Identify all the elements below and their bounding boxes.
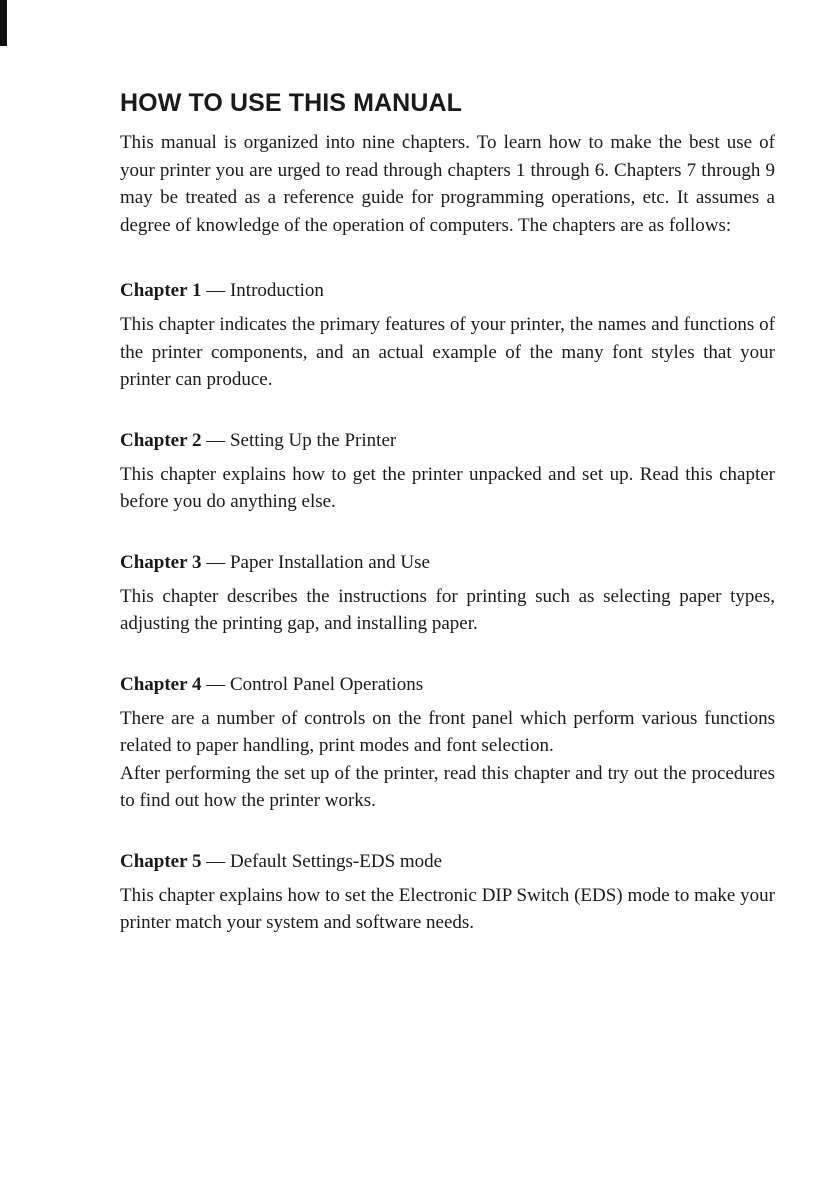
chapter-heading: [120, 427, 775, 454]
scan-edge-mark: [0, 0, 7, 46]
chapter-title: Paper Installation and Use: [229, 551, 430, 573]
chapter-heading: [120, 671, 775, 698]
chapter-description: [120, 461, 775, 516]
chapter-heading: [120, 277, 775, 304]
chapter-paragraph: This chapter explains how to set the Electronic DIP Switch (EDS) mode to make your printer match your system and software needs.: [120, 884, 775, 933]
chapter-title: Setting Up the Printer: [229, 429, 397, 451]
chapter-number: Chapter 5: [120, 850, 202, 872]
page-title: HOW TO USE THIS MANUAL: [120, 89, 463, 117]
chapter-section: [120, 427, 775, 516]
chapter-dash: —: [206, 429, 226, 451]
chapter-description: [120, 583, 775, 638]
chapter-number: Chapter 4: [120, 673, 202, 695]
chapter-number: Chapter 2: [120, 429, 202, 451]
chapter-paragraph: There are a number of controls on the front panel which perform various functions related to paper handling, print modes and font selection.: [120, 707, 775, 756]
manual-page: [120, 86, 775, 970]
chapter-heading: [120, 848, 775, 875]
chapter-section: [120, 277, 775, 394]
intro-paragraph: This manual is organized into nine chapters. To learn how to make the best use of your printer you are urged to read through chapters 1 through 6. Chapters 7 through 9 may be treated as a reference guide for programming operations, etc. It assumes a degree of knowledge of the operation of computers. The chapters are as follows:: [120, 132, 775, 236]
chapter-dash: —: [206, 551, 226, 573]
chapter-title: Introduction: [229, 280, 324, 301]
chapter-dash: —: [206, 850, 226, 872]
chapter-title: Default Settings-EDS mode: [229, 850, 443, 872]
chapter-heading: [120, 549, 775, 576]
chapter-section: [120, 671, 775, 815]
chapter-paragraph: This chapter describes the instructions for printing such as selecting paper types, adjusting the printing gap, and installing paper.: [120, 585, 775, 634]
chapter-title: Control Panel Operations: [229, 673, 424, 695]
chapter-dash: —: [206, 280, 226, 301]
chapter-number: Chapter 1: [120, 280, 202, 301]
chapter-description: [120, 705, 775, 815]
chapter-description: [120, 311, 775, 394]
chapter-paragraph: This chapter indicates the primary features of your printer, the names and functions of the printer components, and an actual example of the many font styles that your printer can produce.: [120, 314, 775, 390]
chapter-section: [120, 549, 775, 638]
chapter-dash: —: [206, 673, 226, 695]
chapter-section: [120, 848, 775, 937]
chapter-paragraph: After performing the set up of the printer, read this chapter and try out the procedures to find out how the printer works.: [120, 762, 775, 811]
chapter-number: Chapter 3: [120, 551, 202, 573]
chapter-paragraph: This chapter explains how to get the printer unpacked and set up. Read this chapter before you do anything else.: [120, 463, 775, 512]
chapter-description: [120, 882, 775, 937]
